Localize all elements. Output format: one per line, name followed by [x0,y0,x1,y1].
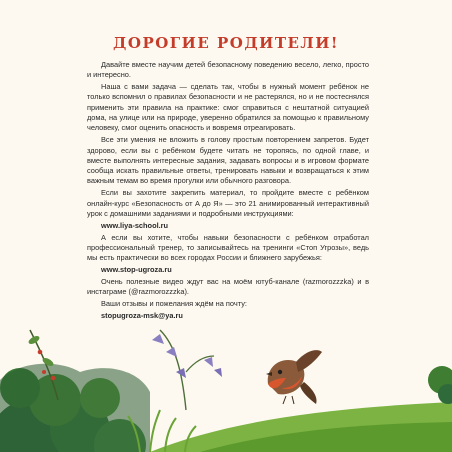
paragraph-course: Если вы захотите закрепить материал, то пройдите вместе с ребёнком онлайн-курс «Безопасность от А до Я» — это 21 анимированный интерактивный урок с домашними заданиями и подробными инструкциями: [87,188,369,218]
paragraph-trainer: А если вы хотите, чтобы навыки безопасности с ребёнком отработал профессиональный тренер, то записывайтесь на тренинги «Стоп Угрозы», ведь мы есть практически во всех городах России и ближнего зарубежья: [87,232,369,263]
paragraph-task: Наша с вами задача — сделать так, чтобы в нужный момент ребёнок не только вспомнил о правилах безопасности и не растерялся, но и не постеснялся применить эти правила на практике: смог справиться с нештатной ситуацией дома, на улице или на природе, уверенно обратился за помощью к правильному человеку, смог оценить опасность и вовремя отреагировать. [87,82,369,133]
meadow [150,402,452,452]
letter-body [87,60,369,323]
paragraph-intro: Давайте вместе научим детей безопасному поведению весело, легко, просто и интересно. [87,60,369,80]
bird [266,350,322,404]
paragraph-video: Очень полезные видео ждут вас на моём ютуб-канале (razmorozzzka) и в инстаграме (@razmorozzzka). [87,277,369,297]
stop-ugroza-link[interactable]: www.stop-ugroza.ru [101,265,172,275]
paragraph-feedback: Ваши отзывы и пожелания ждём на почту: [101,299,247,309]
page-title: ДОРОГИЕ РОДИТЕЛИ! [113,34,339,52]
bellflowers [152,330,222,410]
berry-branch [27,330,58,400]
bush [0,364,150,452]
school-link[interactable]: www.liya-school.ru [101,220,169,230]
email-link[interactable]: stopugroza-msk@ya.ru [101,311,183,321]
paragraph-skills: Все эти умения не вложить в голову простым повторением запретов. Будет здорово, если вы с ребёнком будете читать не торопясь, по одной главе, и вместе выполнять интересные задания, задавать вопросы и в игровом формате сообща искать правильные ответы, тренировать навыки и возвращаться к этим важным темам во время прогулки или обычного разговора. [87,135,369,186]
